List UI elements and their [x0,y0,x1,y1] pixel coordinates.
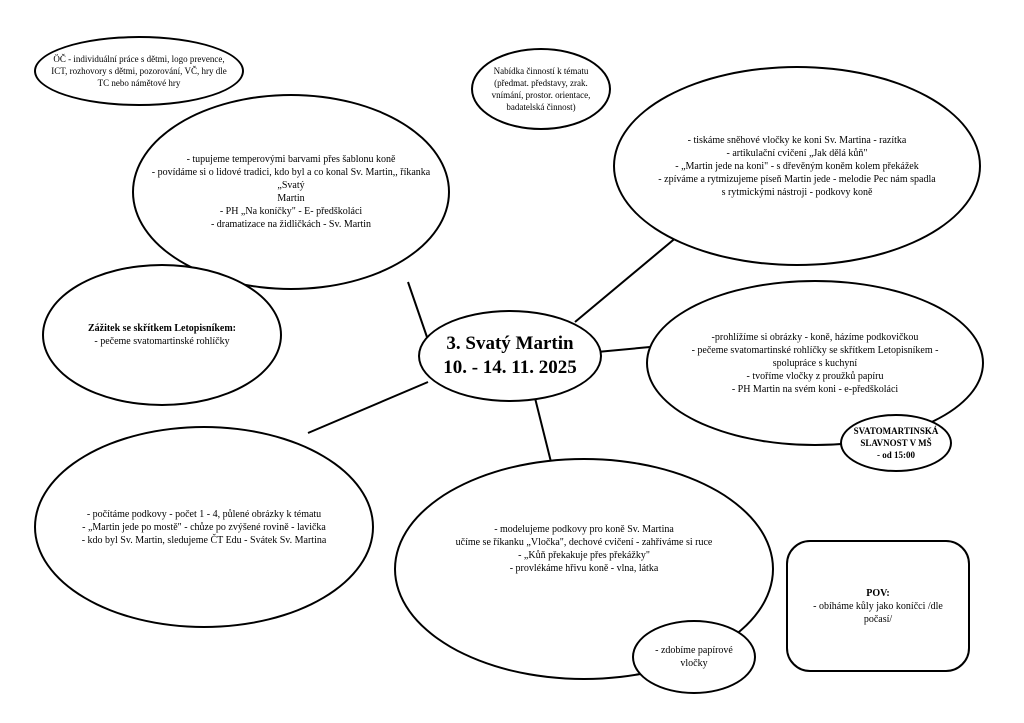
bottomcenter-line: učíme se říkanku „Vločka", dechové cvičení - zahříváme si ruce [455,537,713,548]
zdobime-bubble [632,620,756,694]
offer-line: Nabídka činností k tématu [493,66,589,76]
oc-bubble [34,36,244,106]
bottomleft-line: - počítáme podkovy - počet 1 - 4, půlené obrázky k tématu [86,508,322,520]
connector-right [597,347,650,352]
topleft-line: - PH „Na koníčky" - E- předškoláci [219,206,363,217]
zazitek-title: Zážitek se skřítkem Letopisníkem: [87,323,237,334]
date-range: 10. - 14. 11. 2025 [443,357,577,378]
topright-line: - zpíváme a rytmizujeme píseň Martin jede - melodie Pec nám spadla [658,173,936,185]
connector-bottom-center [535,398,552,466]
zazitek-text: - pečeme svatomartinské rohlíčky [94,336,230,347]
slavnost-line: SVATOMARTINSKÁ [853,426,939,436]
oc-line: ÖČ - individuální práce s dětmi, logo prevence, [53,54,225,64]
zdobime-line: - zdobíme papírové [655,645,733,656]
pov-line: počasí/ [863,613,893,625]
connector-bottom-left [308,382,428,433]
bottomleft-bubble [34,426,374,628]
zazitek-bubble [42,264,282,406]
topright-line: - tiskáme sněhové vločky ke koni Sv. Martina - razítka [687,134,907,146]
center-bubble [418,310,602,402]
zdobime-line: vločky [680,658,708,669]
topleft-line: - tupujeme temperovými barvami přes šablonu koně [186,154,396,165]
bottomleft-line: - kdo byl Sv. Martin, sledujeme ČT Edu - Svátek Sv. Martina [81,534,327,546]
bottomcenter-line: - modelujeme podkovy pro koně Sv. Martina [494,524,674,535]
page-title: 3. Svatý Martin [446,333,574,354]
bottomcenter-line: - provlékáme hřivu koně - vlna, látka [509,563,659,574]
pov-box [786,540,970,672]
offer-line: badatelská činnost) [506,102,576,112]
slavnost-line: - od 15:00 [877,450,915,460]
oc-line: ICT, rozhovory s dětmi, pozorování, VČ, hry dle [51,66,227,76]
right-line: - PH Martin na svém koni - e-předškoláci [731,383,899,395]
right-line: -prohlížíme si obrázky - koně, házíme podkovičkou [711,331,919,343]
offer-bubble [471,48,611,130]
topright-bubble [613,66,981,266]
right-line: - tvoříme vločky z proužků papíru [746,370,884,382]
connector-top-left [408,282,428,340]
bottomleft-line: - „Martin jede po mostě" - chůze po zvýšené rovině - lavička [82,521,326,533]
bottomcenter-line: - „Kůň překakuje přes překážky" [518,550,650,561]
slavnost-bubble [840,414,952,472]
topright-line: - „Martin jede na koni" - s dřevěným koněm kolem překážek [675,160,919,172]
pov-title: POV: [866,587,890,599]
topright-line: s rytmickými nástroji - podkovy koně [721,186,873,198]
topleft-line: Martin [277,193,305,204]
oc-line: TC nebo námětové hry [97,78,181,88]
connector-top-right [575,236,678,322]
slavnost-line: SLAVNOST V MŠ [860,438,932,448]
offer-line: (předmat. představy, zrak. [494,78,588,88]
topleft-line: - dramatizace na židličkách - Sv. Martin [210,219,372,230]
right-line: - pečeme svatomartinské rohlíčky se skřítkem Letopisníkem - [691,344,939,356]
offer-line: vnímání, prostor. orientace, [491,90,591,100]
topleft-bubble [132,94,450,290]
topright-line: - artikulační cvičení „Jak dělá kůň" [726,147,868,159]
topleft-line: - povídáme si o lidové tradici, kdo byl a co konal Sv. Martin,, říkanka „Svatý [151,167,431,191]
pov-line: - obíháme kůly jako koníčci /dle [813,600,943,612]
right-line: spolupráce s kuchyní [772,357,858,369]
